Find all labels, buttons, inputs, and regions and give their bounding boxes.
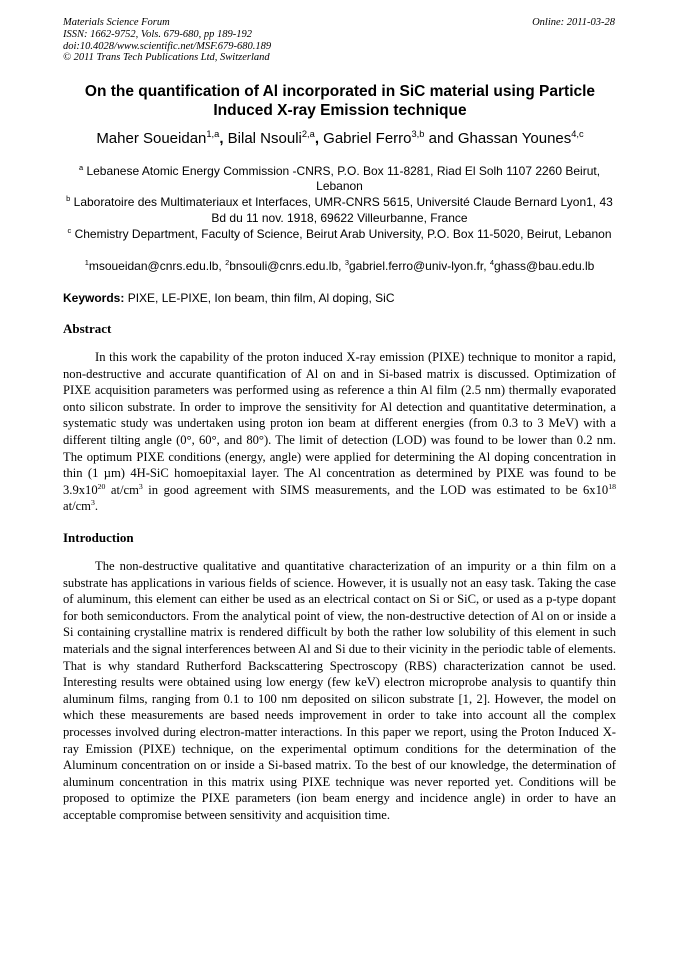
author-name: Ghassan Younes: [457, 130, 572, 147]
author-sup: 4,c: [571, 129, 584, 139]
author-separator: ,: [219, 130, 228, 147]
author-name: Gabriel Ferro: [323, 130, 412, 147]
email-sup: 3: [344, 258, 349, 267]
abstract-text: .: [94, 499, 99, 514]
keywords-line: [63, 291, 616, 306]
author-sup: 3,b: [411, 129, 425, 139]
abstract-heading: Abstract: [63, 321, 112, 336]
abstract-sup: 3: [138, 481, 143, 491]
email-sup: 1: [84, 258, 89, 267]
email-link[interactable]: gabriel.ferro@univ-lyon.fr: [348, 259, 484, 273]
email-sup: 2: [225, 258, 230, 267]
author-list: [60, 130, 620, 148]
journal-doi: doi:10.4028/www.scientific.net/MSF.679-680.189: [63, 40, 272, 52]
abstract-paragraph: [63, 349, 616, 515]
paper-title: On the quantification of Al incorporated in SiC material using Particle Induced X-ray Emission technique: [84, 83, 596, 119]
abstract-sup: 3: [90, 498, 95, 508]
affiliation: [63, 164, 616, 194]
journal-name: Materials Science Forum: [63, 17, 170, 28]
author-emails: $^1$msoueidan@cnrs.edu.lb, $^2$bnsouli@cnrs.edu.lb, $^3$gabriel.ferro@univ-lyon.fr, $^4$ghass@bau.edu.lb: [84, 258, 595, 273]
affiliations: [63, 164, 616, 243]
introduction-heading: Introduction: [63, 530, 134, 545]
author-separator: ,: [314, 130, 324, 147]
journal-copyright: © 2011 Trans Tech Publications Ltd, Switzerland: [63, 52, 270, 64]
affiliation-sup: c: [67, 225, 72, 235]
keywords-label: Keywords:: [63, 291, 125, 305]
affiliation-text: Lebanese Atomic Energy Commission -CNRS, P.O. Box 11-8281, Riad El Solh 1107 2260 Beirut, Lebanon: [86, 164, 601, 194]
journal-issn: ISSN: 1662-9752, Vols. 679-680, pp 189-192: [63, 28, 252, 40]
abstract-sup: 20: [97, 481, 106, 491]
affiliation-sup: b: [66, 194, 71, 204]
abstract-sup: 18: [608, 481, 616, 491]
author-sup: 1,a: [206, 129, 220, 139]
author-name: Bilal Nsouli: [227, 130, 302, 147]
email-sup: 4: [489, 258, 495, 267]
introduction-paragraph: The non-destructive qualitative and quantitative characterization of an impurity or a thin film on a substrate has applications in various fields of science. However, it is usually not an easy task. Taking the case of aluminum, this element can either be used as an electrical contact on Si or SiC, or used as a p-type dopant for both semiconductors. From the analytical point of view, the non-destructive detection of Al on or inside a Si containing crystalline matrix is rendered difficult by both the rather low solubility of this element in such materials and the signal interferences between Al and Si due to their vicinity in the periodic table of elements. That is why standard Rutherford Backscattering Spectroscopy (RBS) characterization cannot be used. Interesting results were obtained using low energy (few keV) electron microprobe analysis to quantify thin aluminum films, ranging from 0.1 to 100 nm deposited on silicon substrate [1, 2]. However, the model on which these measurements are based needs improvement in order to take into account all the complex processes involved during electron-matter interactions. In this paper we report, using the Proton Induced X-ray Emission (PIXE) technique, on the experimental optimum conditions for the determination of the Aluminum concentration on or inside a Si-based matrix. To the best of our knowledge, the determination of aluminum concentration in this matrix using PIXE technique was never reported yet. Conditions will be proposed to optimize the PIXE parameters (ion beam energy and incidence angle) in order to have an acceptable compromise between sensitivity and acquisition time.: [63, 559, 616, 822]
abstract-text: in good agreement with SIMS measurements, and the LOD was estimated to be 6x10: [142, 482, 609, 497]
email-link[interactable]: ghass@bau.edu.lb: [494, 259, 595, 273]
author-name: Maher Soueidan: [96, 130, 207, 147]
affiliation: [63, 195, 616, 225]
author-and: and: [424, 130, 458, 147]
email-link[interactable]: bnsouli@cnrs.edu.lb: [229, 259, 339, 273]
affiliation-sup: a: [78, 163, 84, 172]
abstract-text: at/cm: [63, 499, 91, 514]
affiliation-text: Chemistry Department, Faculty of Science, Beirut Arab University, P.O. Box 11-5020, Beirut, Lebanon: [74, 226, 612, 241]
keywords-text: PIXE, LE-PIXE, Ion beam, thin film, Al doping, SiC: [127, 291, 395, 305]
email-link[interactable]: msoueidan@cnrs.edu.lb: [88, 259, 219, 273]
abstract-text: In this work the capability of the proton induced X-ray emission (PIXE) technique to monitor a rapid, non-destructive and accurate quantification of Al on and in Si-based matrix is discussed. Optimization of PIXE acquisition parameters was performed using as reference a thin Al film (2.5 nm) thermally evaporated onto silicon substrate. In order to improve the sensitivity for Al detection and quantitative determination, a systematic study was undertaken using proton ion beam at different energies (from 0.3 to 3 MeV) with a different tilting angle (0°, 60°, and 80°). The limit of detection (LOD) was found to be lower than 0.2 nm. The optimum PIXE conditions (energy, angle) were applied for determining the Al doping concentration in thin (1 µm) 4H-SiC homoepitaxial layer. The Al concentration as determined by PIXE was found to be 3.9x10: [63, 350, 616, 497]
affiliation: [63, 227, 616, 242]
online-date: Online: 2011-03-28: [532, 17, 615, 28]
abstract-text: at/cm: [105, 482, 139, 497]
author-sup: 2,a: [301, 129, 315, 139]
affiliation-text: Laboratoire des Multimateriaux et Interfaces, UMR-CNRS 5615, Université Claude Bernard Lyon1, 43 Bd du 11 nov. 1918, 69622 Villeurbanne, France: [73, 195, 613, 225]
journal-header: [63, 17, 615, 64]
